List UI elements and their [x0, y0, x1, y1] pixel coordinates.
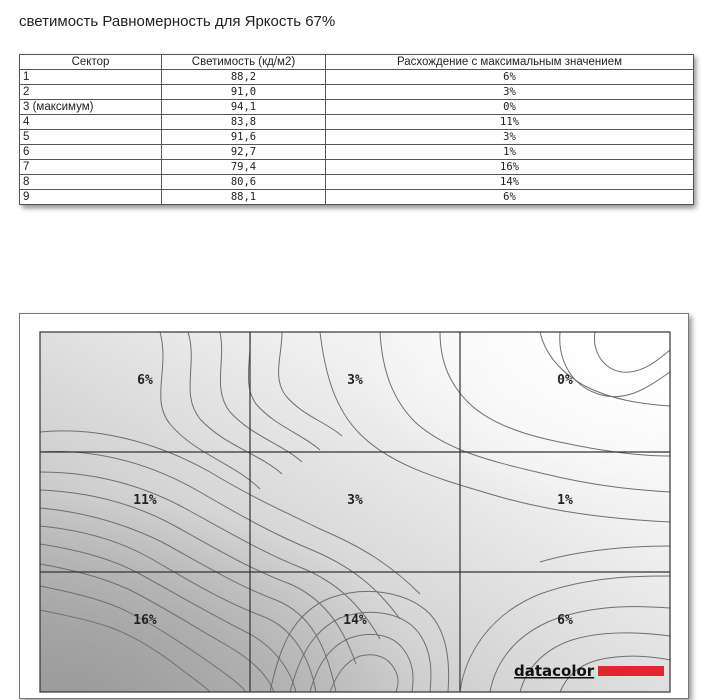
datacolor-logo-bar [598, 666, 664, 676]
deviation-cell: 6% [326, 70, 694, 85]
sector-label: 0% [557, 373, 573, 388]
luminance-cell: 88,2 [162, 70, 326, 85]
column-header-sector: Сектор [20, 55, 162, 70]
luminance-cell: 88,1 [162, 190, 326, 205]
table-row [20, 145, 694, 160]
table-row [20, 175, 694, 190]
table-row [20, 160, 694, 175]
deviation-cell: 14% [326, 175, 694, 190]
deviation-cell: 3% [326, 85, 694, 100]
sector-cell: 3 (максимум) [20, 100, 162, 115]
table-row [20, 70, 694, 85]
table-row [20, 85, 694, 100]
sector-label: 14% [343, 613, 367, 628]
table-row [20, 115, 694, 130]
sector-label: 16% [133, 613, 157, 628]
sector-cell: 1 [20, 70, 162, 85]
luminance-cell: 92,7 [162, 145, 326, 160]
sector-cell: 8 [20, 175, 162, 190]
sector-label: 3% [347, 493, 363, 508]
column-header-deviation: Расхождение с максимальным значением [326, 55, 694, 70]
uniformity-map [19, 313, 689, 699]
deviation-cell: 11% [326, 115, 694, 130]
luminance-cell: 91,6 [162, 130, 326, 145]
deviation-cell: 1% [326, 145, 694, 160]
sector-label: 6% [137, 373, 153, 388]
luminance-table [19, 54, 694, 205]
luminance-cell: 91,0 [162, 85, 326, 100]
deviation-cell: 6% [326, 190, 694, 205]
sector-cell: 6 [20, 145, 162, 160]
luminance-cell: 80,6 [162, 175, 326, 190]
luminance-cell: 83,8 [162, 115, 326, 130]
datacolor-logo-text: datacolor [514, 662, 595, 680]
sector-cell: 4 [20, 115, 162, 130]
sector-cell: 7 [20, 160, 162, 175]
table-row [20, 190, 694, 205]
deviation-cell: 16% [326, 160, 694, 175]
sector-label: 1% [557, 493, 573, 508]
table-row [20, 100, 694, 115]
sector-cell: 9 [20, 190, 162, 205]
uniformity-map-graphic [20, 314, 688, 698]
table-row [20, 130, 694, 145]
sector-cell: 2 [20, 85, 162, 100]
deviation-cell: 3% [326, 130, 694, 145]
sector-label: 3% [347, 373, 363, 388]
luminance-table-container [19, 54, 693, 205]
sector-label: 11% [133, 493, 157, 508]
sector-cell: 5 [20, 130, 162, 145]
page-title: светимость Равномерность для Яркость 67% [19, 13, 336, 30]
luminance-cell: 94,1 [162, 100, 326, 115]
table-header-row [20, 55, 694, 70]
deviation-cell: 0% [326, 100, 694, 115]
column-header-luminance: Светимость (кд/м2) [162, 55, 326, 70]
sector-label: 6% [557, 613, 573, 628]
luminance-cell: 79,4 [162, 160, 326, 175]
